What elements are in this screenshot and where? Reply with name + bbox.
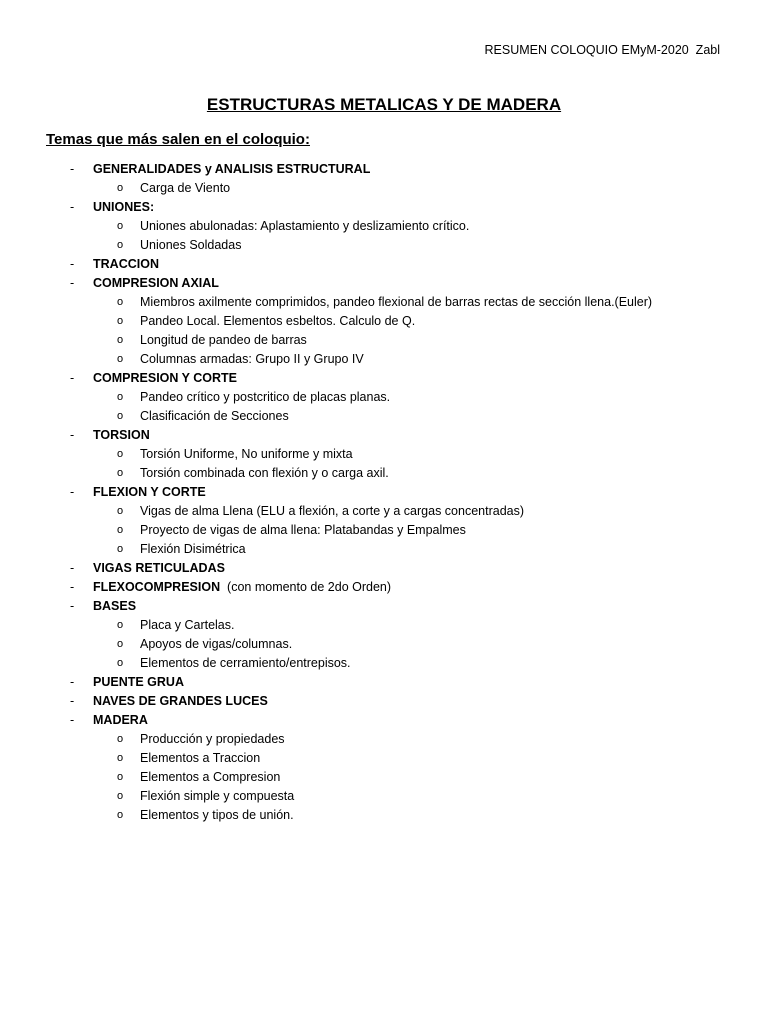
- subtopic-item: [0, 521, 768, 540]
- subtopic-label: Flexión simple y compuesta: [140, 789, 295, 803]
- circle-bullet-marker: o: [117, 752, 124, 764]
- dash-marker: -: [70, 561, 75, 575]
- topic-label: [93, 673, 184, 692]
- topic-label: [93, 160, 370, 179]
- circle-bullet-marker: o: [117, 182, 124, 194]
- topic-label-text: FLEXOCOMPRESION: [93, 580, 221, 594]
- dash-marker: -: [70, 599, 75, 613]
- subtopic-label: Placa y Cartelas.: [140, 618, 235, 632]
- topic-label-text: VIGAS RETICULADAS: [93, 561, 225, 575]
- topic-item: [0, 597, 768, 616]
- topic-label-text: FLEXION Y CORTE: [93, 485, 206, 499]
- topic-label: [93, 559, 225, 578]
- topic-label-text: BASES: [93, 599, 137, 613]
- subtopic-item: [0, 464, 768, 483]
- topic-label: [93, 426, 150, 445]
- subtopic-item: [0, 331, 768, 350]
- subtopic-item: [0, 445, 768, 464]
- subtopic-label: Pandeo Local. Elementos esbeltos. Calculo de Q.: [140, 314, 416, 328]
- topic-label-text: NAVES DE GRANDES LUCES: [93, 694, 268, 708]
- circle-bullet-marker: o: [117, 733, 124, 745]
- topic-item: [0, 673, 768, 692]
- circle-bullet-marker: o: [117, 524, 124, 536]
- subtopic-label: Producción y propiedades: [140, 732, 285, 746]
- dash-marker: -: [70, 276, 75, 290]
- circle-bullet-marker: o: [117, 638, 124, 650]
- topic-item: [0, 559, 768, 578]
- subtopic-label: Elementos de cerramiento/entrepisos.: [140, 656, 351, 670]
- subtopic-item: [0, 616, 768, 635]
- dash-marker: -: [70, 713, 75, 727]
- circle-bullet-marker: o: [117, 619, 124, 631]
- topic-label: [93, 692, 268, 711]
- subtopic-label: Elementos a Traccion: [140, 751, 261, 765]
- subtopic-label: Pandeo crítico y postcritico de placas planas.: [140, 390, 391, 404]
- topic-label-text: PUENTE GRUA: [93, 675, 184, 689]
- topic-note: (con momento de 2do Orden): [220, 580, 392, 594]
- topic-item: [0, 160, 768, 179]
- subtopic-item: [0, 502, 768, 521]
- topic-item: [0, 255, 768, 274]
- subtopic-label: Clasificación de Secciones: [140, 409, 289, 423]
- circle-bullet-marker: o: [117, 220, 124, 232]
- subtopic-label: Flexión Disimétrica: [140, 542, 246, 556]
- circle-bullet-marker: o: [117, 353, 124, 365]
- subtopic-item: [0, 749, 768, 768]
- topic-item: [0, 274, 768, 293]
- subtopic-item: [0, 312, 768, 331]
- page-header: RESUMEN COLOQUIO EMyM-2020 Zabl: [484, 43, 720, 57]
- subtopic-label: Columnas armadas: Grupo II y Grupo IV: [140, 352, 364, 366]
- subtopic-label: Uniones Soldadas: [140, 238, 242, 252]
- topic-item: [0, 369, 768, 388]
- topic-label: [93, 597, 136, 616]
- dash-marker: -: [70, 371, 75, 385]
- topic-item: [0, 483, 768, 502]
- circle-bullet-marker: o: [117, 296, 124, 308]
- subtopic-item: [0, 236, 768, 255]
- topic-item: [0, 578, 768, 597]
- circle-bullet-marker: o: [117, 771, 124, 783]
- topic-label-text: TORSION: [93, 428, 150, 442]
- subtopic-item: [0, 350, 768, 369]
- dash-marker: -: [70, 200, 75, 214]
- topic-label: [93, 483, 206, 502]
- subtopic-label: Elementos a Compresion: [140, 770, 281, 784]
- dash-marker: -: [70, 428, 75, 442]
- subtopic-item: [0, 293, 768, 312]
- topic-label: [93, 578, 391, 597]
- circle-bullet-marker: o: [117, 505, 124, 517]
- circle-bullet-marker: o: [117, 543, 124, 555]
- subtopic-label: Carga de Viento: [140, 181, 231, 195]
- topic-label-text: COMPRESION Y CORTE: [93, 371, 238, 385]
- subtopic-label: Vigas de alma Llena (ELU a flexión, a corte y a cargas concentradas): [140, 504, 525, 518]
- subtopic-item: [0, 654, 768, 673]
- circle-bullet-marker: o: [117, 334, 124, 346]
- subtopic-item: [0, 768, 768, 787]
- subtopic-label: Torsión Uniforme, No uniforme y mixta: [140, 447, 353, 461]
- subtopic-item: [0, 635, 768, 654]
- dash-marker: -: [70, 485, 75, 499]
- subtopic-item: [0, 730, 768, 749]
- circle-bullet-marker: o: [117, 809, 124, 821]
- topic-label-text: COMPRESION AXIAL: [93, 276, 219, 290]
- subtopic-label: Proyecto de vigas de alma llena: Platabandas y Empalmes: [140, 523, 466, 537]
- circle-bullet-marker: o: [117, 467, 124, 479]
- circle-bullet-marker: o: [117, 239, 124, 251]
- document-title: ESTRUCTURAS METALICAS Y DE MADERA: [206, 95, 562, 114]
- topic-label-text: TRACCION: [93, 257, 159, 271]
- subtopic-label: Uniones abulonadas: Aplastamiento y deslizamiento crítico.: [140, 219, 470, 233]
- dash-marker: -: [70, 257, 75, 271]
- topic-list: [0, 160, 768, 825]
- topic-label-text: MADERA: [93, 713, 148, 727]
- circle-bullet-marker: o: [117, 315, 124, 327]
- circle-bullet-marker: o: [117, 448, 124, 460]
- dash-marker: -: [70, 162, 75, 176]
- subtopic-label: Apoyos de vigas/columnas.: [140, 637, 293, 651]
- subtopic-label: Elementos y tipos de unión.: [140, 808, 294, 822]
- topic-label: [93, 274, 219, 293]
- subtopic-item: [0, 217, 768, 236]
- dash-marker: -: [70, 675, 75, 689]
- subtopic-item: [0, 787, 768, 806]
- section-heading: Temas que más salen en el coloquio:: [46, 131, 310, 148]
- dash-marker: -: [70, 694, 75, 708]
- subtopic-label: Longitud de pandeo de barras: [140, 333, 307, 347]
- subtopic-item: [0, 179, 768, 198]
- topic-label-text: UNIONES:: [93, 200, 155, 214]
- topic-item: [0, 692, 768, 711]
- subtopic-label: Miembros axilmente comprimidos, pandeo flexional de barras rectas de sección llena.(Euler): [140, 295, 653, 309]
- dash-marker: -: [70, 580, 75, 594]
- topic-label: [93, 198, 154, 217]
- subtopic-label: Torsión combinada con flexión y o carga axil.: [140, 466, 389, 480]
- subtopic-item: [0, 407, 768, 426]
- topic-item: [0, 198, 768, 217]
- topic-label: [93, 255, 159, 274]
- topic-label: [93, 369, 237, 388]
- subtopic-item: [0, 388, 768, 407]
- subtopic-item: [0, 806, 768, 825]
- circle-bullet-marker: o: [117, 790, 124, 802]
- circle-bullet-marker: o: [117, 391, 124, 403]
- topic-item: [0, 711, 768, 730]
- topic-item: [0, 426, 768, 445]
- topic-label-text: GENERALIDADES y ANALISIS ESTRUCTURAL: [93, 162, 371, 176]
- circle-bullet-marker: o: [117, 410, 124, 422]
- circle-bullet-marker: o: [117, 657, 124, 669]
- subtopic-item: [0, 540, 768, 559]
- topic-label: [93, 711, 148, 730]
